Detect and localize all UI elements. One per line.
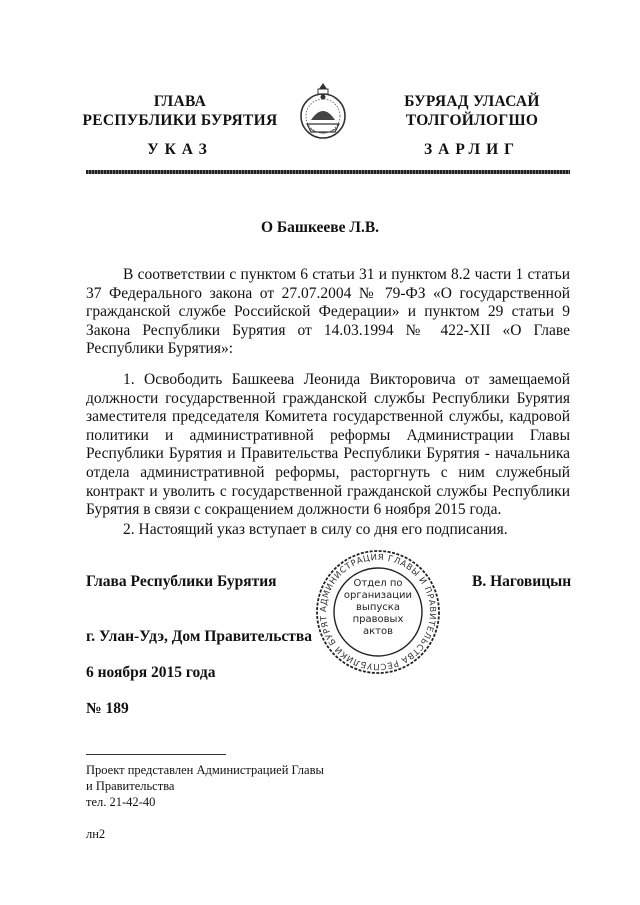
item-1-paragraph [86, 371, 570, 520]
footer-block [86, 762, 324, 810]
decree-number: № 189 [86, 700, 129, 717]
coat-of-arms-emblem [297, 80, 349, 146]
preamble-paragraph [86, 266, 570, 359]
footer-line1: Проект представлен Администрацией Главы [86, 763, 324, 777]
item-2-paragraph [86, 521, 570, 540]
official-stamp [314, 548, 442, 676]
stamp-line: актов [362, 626, 393, 637]
header-right [388, 92, 556, 130]
signer-name: В. Наговицын [472, 573, 572, 590]
header-left-line2: РЕСПУБЛИКИ БУРЯТИЯ [82, 112, 278, 129]
footer-code: лн2 [86, 827, 106, 841]
doc-type-right: ЗАРЛИГ [424, 141, 520, 158]
doc-type-left: УКАЗ [147, 141, 213, 158]
signing-date: 6 ноября 2015 года [86, 664, 216, 681]
item-1-text: 1. Освободить Башкеева Леонида Викторовича от замещаемой должности государственной гражданской службы Республики Бурятия заместителя председателя Комитета государственной службы, кадровой политики и административной реформы Администрации Главы Республики Бурятия и Правительства Республики Бурятия - начальника отдела административной реформы, расторгнуть с ним служебный контракт и уволить с государственной гражданской службы Республики Бурятия в связи с сокращением должности 6 ноября 2015 года. [86, 371, 570, 519]
signing-place: г. Улан-Удэ, Дом Правительства [86, 628, 313, 645]
item-2-text: 2. Настоящий указ вступает в силу со дня его подписания. [123, 521, 508, 538]
document-title: О Башкееве Л.В. [260, 219, 380, 236]
stamp-line: правовых [352, 614, 404, 625]
footer-phone: тел. 21-42-40 [86, 795, 156, 809]
header-right-line1: БУРЯАД УЛАСАЙ [404, 93, 540, 110]
footer-line2: и Правительства [86, 779, 175, 793]
footer-divider [86, 754, 226, 755]
preamble-text: В соответствии с пунктом 6 статьи 31 и пунктом 8.2 части 1 статьи 37 Федерального закона от 27.07.2004 № 79-ФЗ «О государственной гражданской службе Российской Федерации» и пунктом 29 статьи 9 Закона Республики Бурятия от 14.03.1994 № 422-XII «О Главе Республики Бурятия»: [86, 266, 570, 358]
stamp-center-text [338, 578, 418, 638]
stamp-line: Отдел по [353, 578, 403, 589]
stamp-line: выпуска [356, 602, 400, 613]
header-left [80, 92, 280, 130]
stamp-ring-text: АДМИНИСТРАЦИЯ ГЛАВЫ И ПРАВИТЕЛЬСТВА РЕСПУБЛИКИ БУРЯТ [318, 552, 438, 672]
header-left-line1: ГЛАВА [153, 93, 207, 110]
signer-position: Глава Республики Бурятия [86, 573, 277, 590]
header-right-line2: ТОЛГОЙЛОГШО [405, 112, 539, 129]
stamp-line: организации [343, 590, 413, 601]
header-divider [86, 170, 570, 174]
